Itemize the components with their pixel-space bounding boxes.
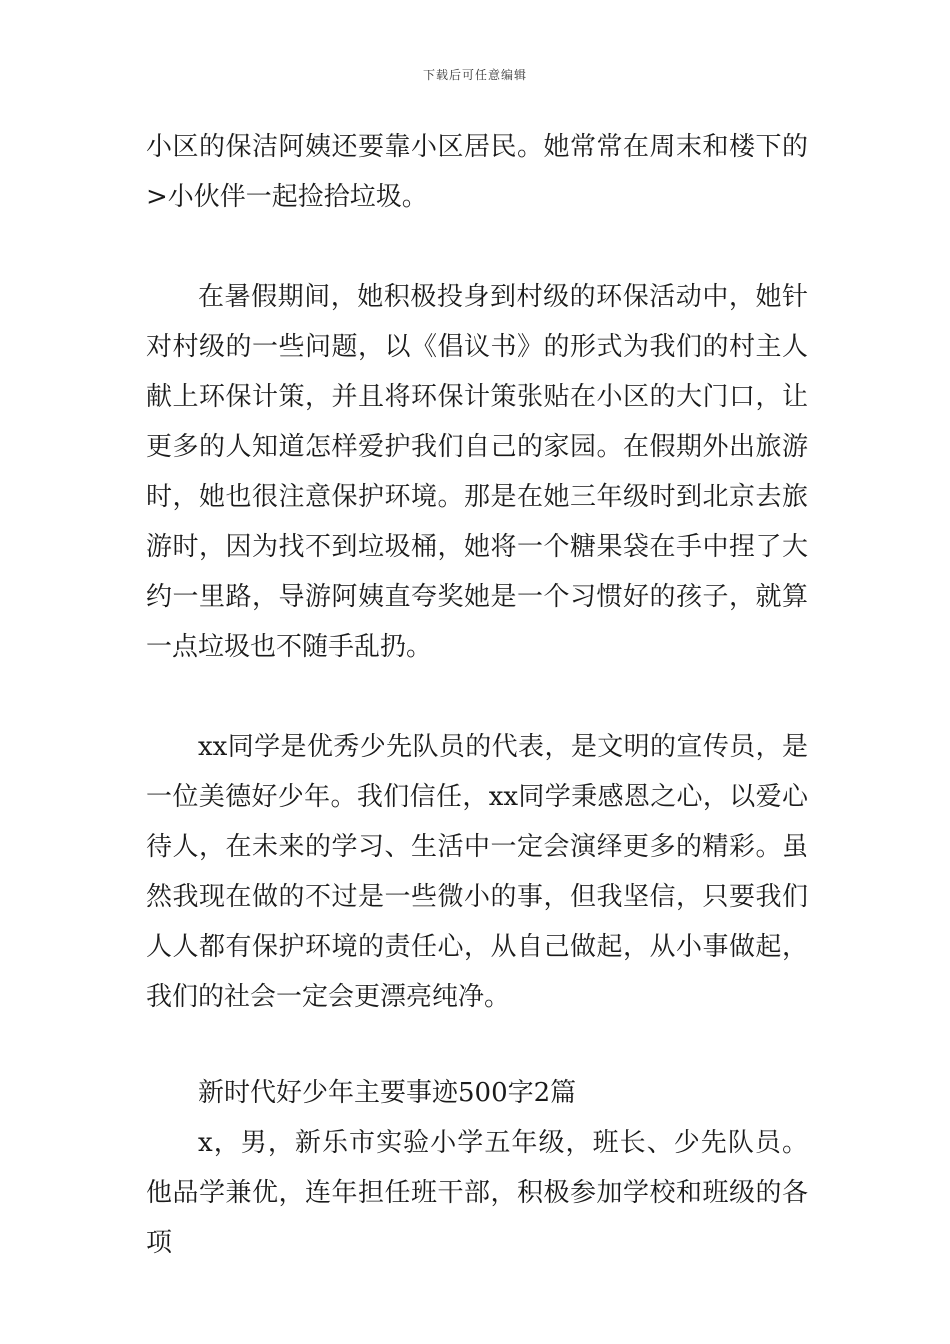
section-title: 新时代好少年主要事迹500字2篇 — [198, 1078, 577, 1108]
paragraph-spacer — [146, 672, 808, 722]
paragraph-conclusion: xx同学是优秀少先队员的代表，是文明的宣传员，是一位美德好少年。我们信任，xx同学秉感恩之心，以爱心待人，在未来的学习、生活中一定会演绎更多的精彩。虽然我现在做的不过是一些微小的事，但我坚信，只要我们人人都有保护环境的责任心，从自己做起，从小事做起，我们的社会一定会更漂亮纯净。 — [146, 732, 808, 1012]
page-header: 下载后可任意编辑 — [422, 68, 527, 82]
paragraph-spacer — [146, 222, 808, 272]
section-intro-paragraph: x，男，新乐市实验小学五年级，班长、少先队员。他品学兼优，连年担任班干部，积极参加学校和班级的各项 — [146, 1128, 808, 1258]
paragraph-continuation: 小区的保洁阿姨还要靠小区居民。她常常在周末和楼下的>小伙伴一起捡拾垃圾。 — [146, 132, 808, 212]
document-body — [146, 122, 808, 1268]
paragraph-summer-activities: 在暑假期间，她积极投身到村级的环保活动中，她针对村级的一些问题，以《倡议书》的形式为我们的村主人献上环保计策，并且将环保计策张贴在小区的大门口，让更多的人知道怎样爱护我们自己的家园。在假期外出旅游时，她也很注意保护环境。那是在她三年级时到北京去旅游时，因为找不到垃圾桶，她将一个糖果袋在手中捏了大约一里路，导游阿姨直夸奖她是一个习惯好的孩子，就算一点垃圾也不随手乱扔。 — [146, 282, 808, 662]
paragraph-spacer — [146, 1022, 808, 1068]
